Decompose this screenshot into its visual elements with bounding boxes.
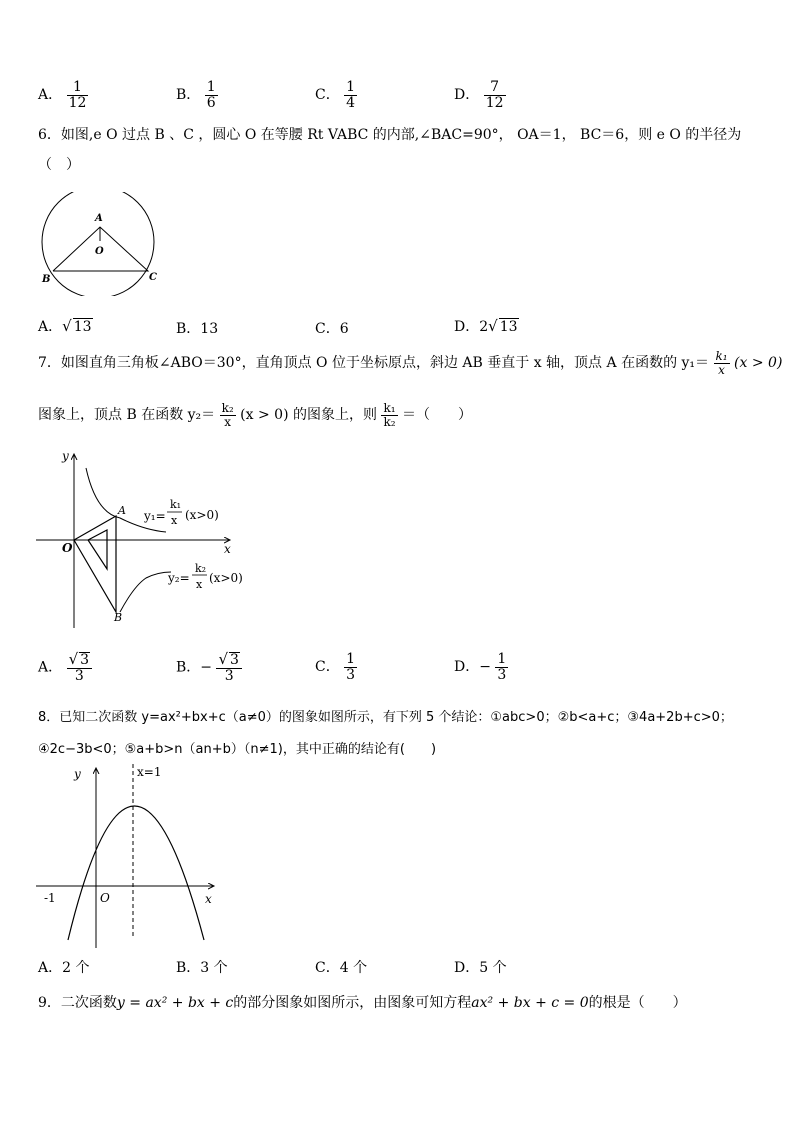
q7-option-c[interactable]: [315, 652, 357, 682]
curve-y2: [120, 572, 171, 612]
q5-option-b[interactable]: [176, 80, 218, 110]
option-label: D．: [454, 659, 480, 676]
y1-numerator: k₁: [170, 498, 182, 511]
fraction-numerator: 1: [346, 651, 356, 667]
q6-option-b[interactable]: [176, 318, 218, 338]
option-label: A．: [38, 87, 63, 104]
option-value: 6: [339, 321, 349, 337]
q7-option-a[interactable]: [38, 652, 92, 683]
q6-stem: 6．如图,e O 过点 B 、C ，圆心 O 在等腰 Rt VABC 的内部,∠BAC=90°， OA＝1， BC＝6，则 e O 的半径为: [38, 127, 742, 143]
option-value: 4 个: [339, 960, 368, 976]
option-value: 3 个: [200, 960, 228, 976]
option-label: D．: [454, 87, 480, 104]
label-y: y: [62, 449, 69, 463]
option-label: C．: [315, 321, 340, 337]
label-a: A: [95, 213, 103, 224]
fraction-denominator: 3: [74, 667, 84, 684]
sqrt-icon: √: [68, 650, 79, 668]
sqrt-icon: √: [488, 317, 498, 335]
q5-option-a[interactable]: [38, 80, 88, 110]
fraction-denominator: 3: [224, 667, 234, 684]
fraction-numerator: 1: [497, 651, 507, 667]
label-o: O: [95, 246, 104, 257]
q9-stem-text: 的根是（ ）: [588, 995, 687, 1011]
triangle-board: [74, 516, 116, 612]
option-label: A．: [38, 960, 63, 976]
y2-condition: (x>0): [209, 571, 243, 585]
condition: (x > 0): [734, 355, 783, 372]
fraction-numerator: 1: [67, 80, 89, 96]
radicand: 3: [80, 652, 90, 668]
label-neg1: -1: [44, 891, 56, 905]
radicand: 3: [230, 652, 239, 668]
fraction-denominator: k₂: [383, 414, 396, 429]
option-label: C．: [315, 659, 340, 676]
minus-sign: −: [200, 659, 213, 676]
y1-condition: (x>0): [185, 508, 219, 522]
option-label: B．: [176, 87, 201, 104]
fraction-denominator: 6: [206, 94, 216, 111]
option-label: B．: [176, 321, 201, 337]
q9-stem: [38, 992, 687, 1012]
q7-figure: [36, 448, 266, 628]
label-o: O: [62, 541, 73, 555]
fraction-numerator: k₁: [383, 401, 396, 415]
q8-option-d[interactable]: [454, 957, 507, 977]
option-label: C．: [315, 87, 340, 104]
fraction-denominator: 12: [485, 94, 504, 111]
q8-option-c[interactable]: [315, 957, 367, 977]
q8-option-a[interactable]: [38, 957, 89, 977]
option-label: D．: [454, 319, 480, 335]
fraction-denominator: 4: [346, 94, 356, 111]
q6-option-d[interactable]: [454, 316, 519, 336]
q7-stem-text: 图象上，顶点 B 在函数 y₂＝: [38, 407, 216, 424]
q7-stem-line1: [38, 350, 782, 376]
option-label: B．: [176, 960, 201, 976]
label-c: C: [149, 272, 157, 283]
label-o: O: [100, 891, 110, 905]
q8-stem-line1: 8．已知二次函数 y=ax²+bx+c（a≠0）的图象如图所示，有下列 5 个结论：①abc>0；②b<a+c；③4a+2b+c>0；: [38, 710, 733, 725]
q7-stem-text: 7．如图直角三角板∠ABO＝30°，直角顶点 O 位于坐标原点，斜边 AB 垂直于 x 轴，顶点 A 在函数的 y₁＝: [38, 355, 710, 372]
sqrt-icon: √: [218, 650, 229, 668]
label-y: y: [74, 767, 81, 781]
fraction-denominator: 3: [346, 666, 356, 683]
fraction-numerator: k₁: [715, 349, 728, 363]
fraction-numerator: 1: [206, 79, 216, 95]
label-b: B: [114, 611, 123, 624]
q6-option-a[interactable]: [38, 316, 93, 336]
option-label: B．: [176, 659, 201, 676]
q9-stem-text: 的部分图象如图所示，由图象可知方程: [233, 995, 472, 1011]
label-x: x: [205, 892, 212, 906]
radicand: 13: [73, 319, 92, 335]
option-value: 13: [200, 321, 219, 337]
label-x: x: [224, 542, 231, 556]
q5-option-d[interactable]: [454, 80, 506, 110]
fraction-denominator: x: [718, 362, 725, 377]
minus-sign: −: [479, 659, 491, 676]
q9-stem-text: 9．二次函数: [38, 995, 117, 1011]
q7-stem-line2: [38, 402, 472, 428]
fraction-denominator: 12: [68, 94, 87, 111]
q5-option-c[interactable]: [315, 80, 357, 110]
q8-stem-line2: ④2c−3b<0；⑤a+b>n（an+b）（n≠1)，其中正确的结论有( ): [38, 742, 437, 757]
option-label: A．: [38, 659, 63, 676]
q9-function: y = ax² + bx + c: [116, 995, 234, 1011]
triangle-board-inner: [88, 530, 107, 569]
q6-figure: [38, 192, 162, 296]
label-axis: x=1: [137, 765, 162, 779]
q6-paren: （ ）: [38, 157, 80, 173]
y2-denominator: x: [196, 578, 203, 591]
option-label: D．: [454, 960, 480, 976]
option-value: 5 个: [479, 960, 507, 976]
q7-option-d[interactable]: [454, 652, 508, 682]
label-a: A: [118, 504, 126, 517]
circle-o: [42, 192, 154, 296]
fraction-numerator: k₂: [221, 401, 234, 415]
y2-label: y₂=: [168, 571, 190, 585]
q8-figure: [36, 762, 226, 950]
option-label: C．: [315, 960, 340, 976]
fraction-numerator: 7: [484, 80, 506, 96]
fraction-denominator: x: [224, 414, 232, 429]
parabola: [68, 806, 204, 940]
coefficient: 2: [479, 319, 489, 335]
y1-denominator: x: [171, 514, 178, 527]
q6-option-c[interactable]: [315, 318, 349, 338]
q7-option-b[interactable]: [176, 652, 242, 683]
fraction-denominator: 3: [497, 666, 507, 683]
y1-label: y₁=: [144, 509, 166, 523]
radicand: 13: [499, 319, 518, 335]
condition: (x > 0) 的图象上，则: [240, 407, 377, 424]
q9-equation: ax² + bx + c = 0: [471, 995, 589, 1011]
fraction-numerator: 1: [346, 79, 356, 95]
sqrt-icon: √: [62, 317, 72, 335]
option-value: 2 个: [62, 960, 90, 976]
option-label: A．: [38, 319, 63, 335]
label-b: B: [42, 274, 51, 285]
q7-stem-end: ＝（ ）: [401, 407, 472, 424]
q8-option-b[interactable]: [176, 957, 228, 977]
y2-numerator: k₂: [195, 562, 207, 575]
